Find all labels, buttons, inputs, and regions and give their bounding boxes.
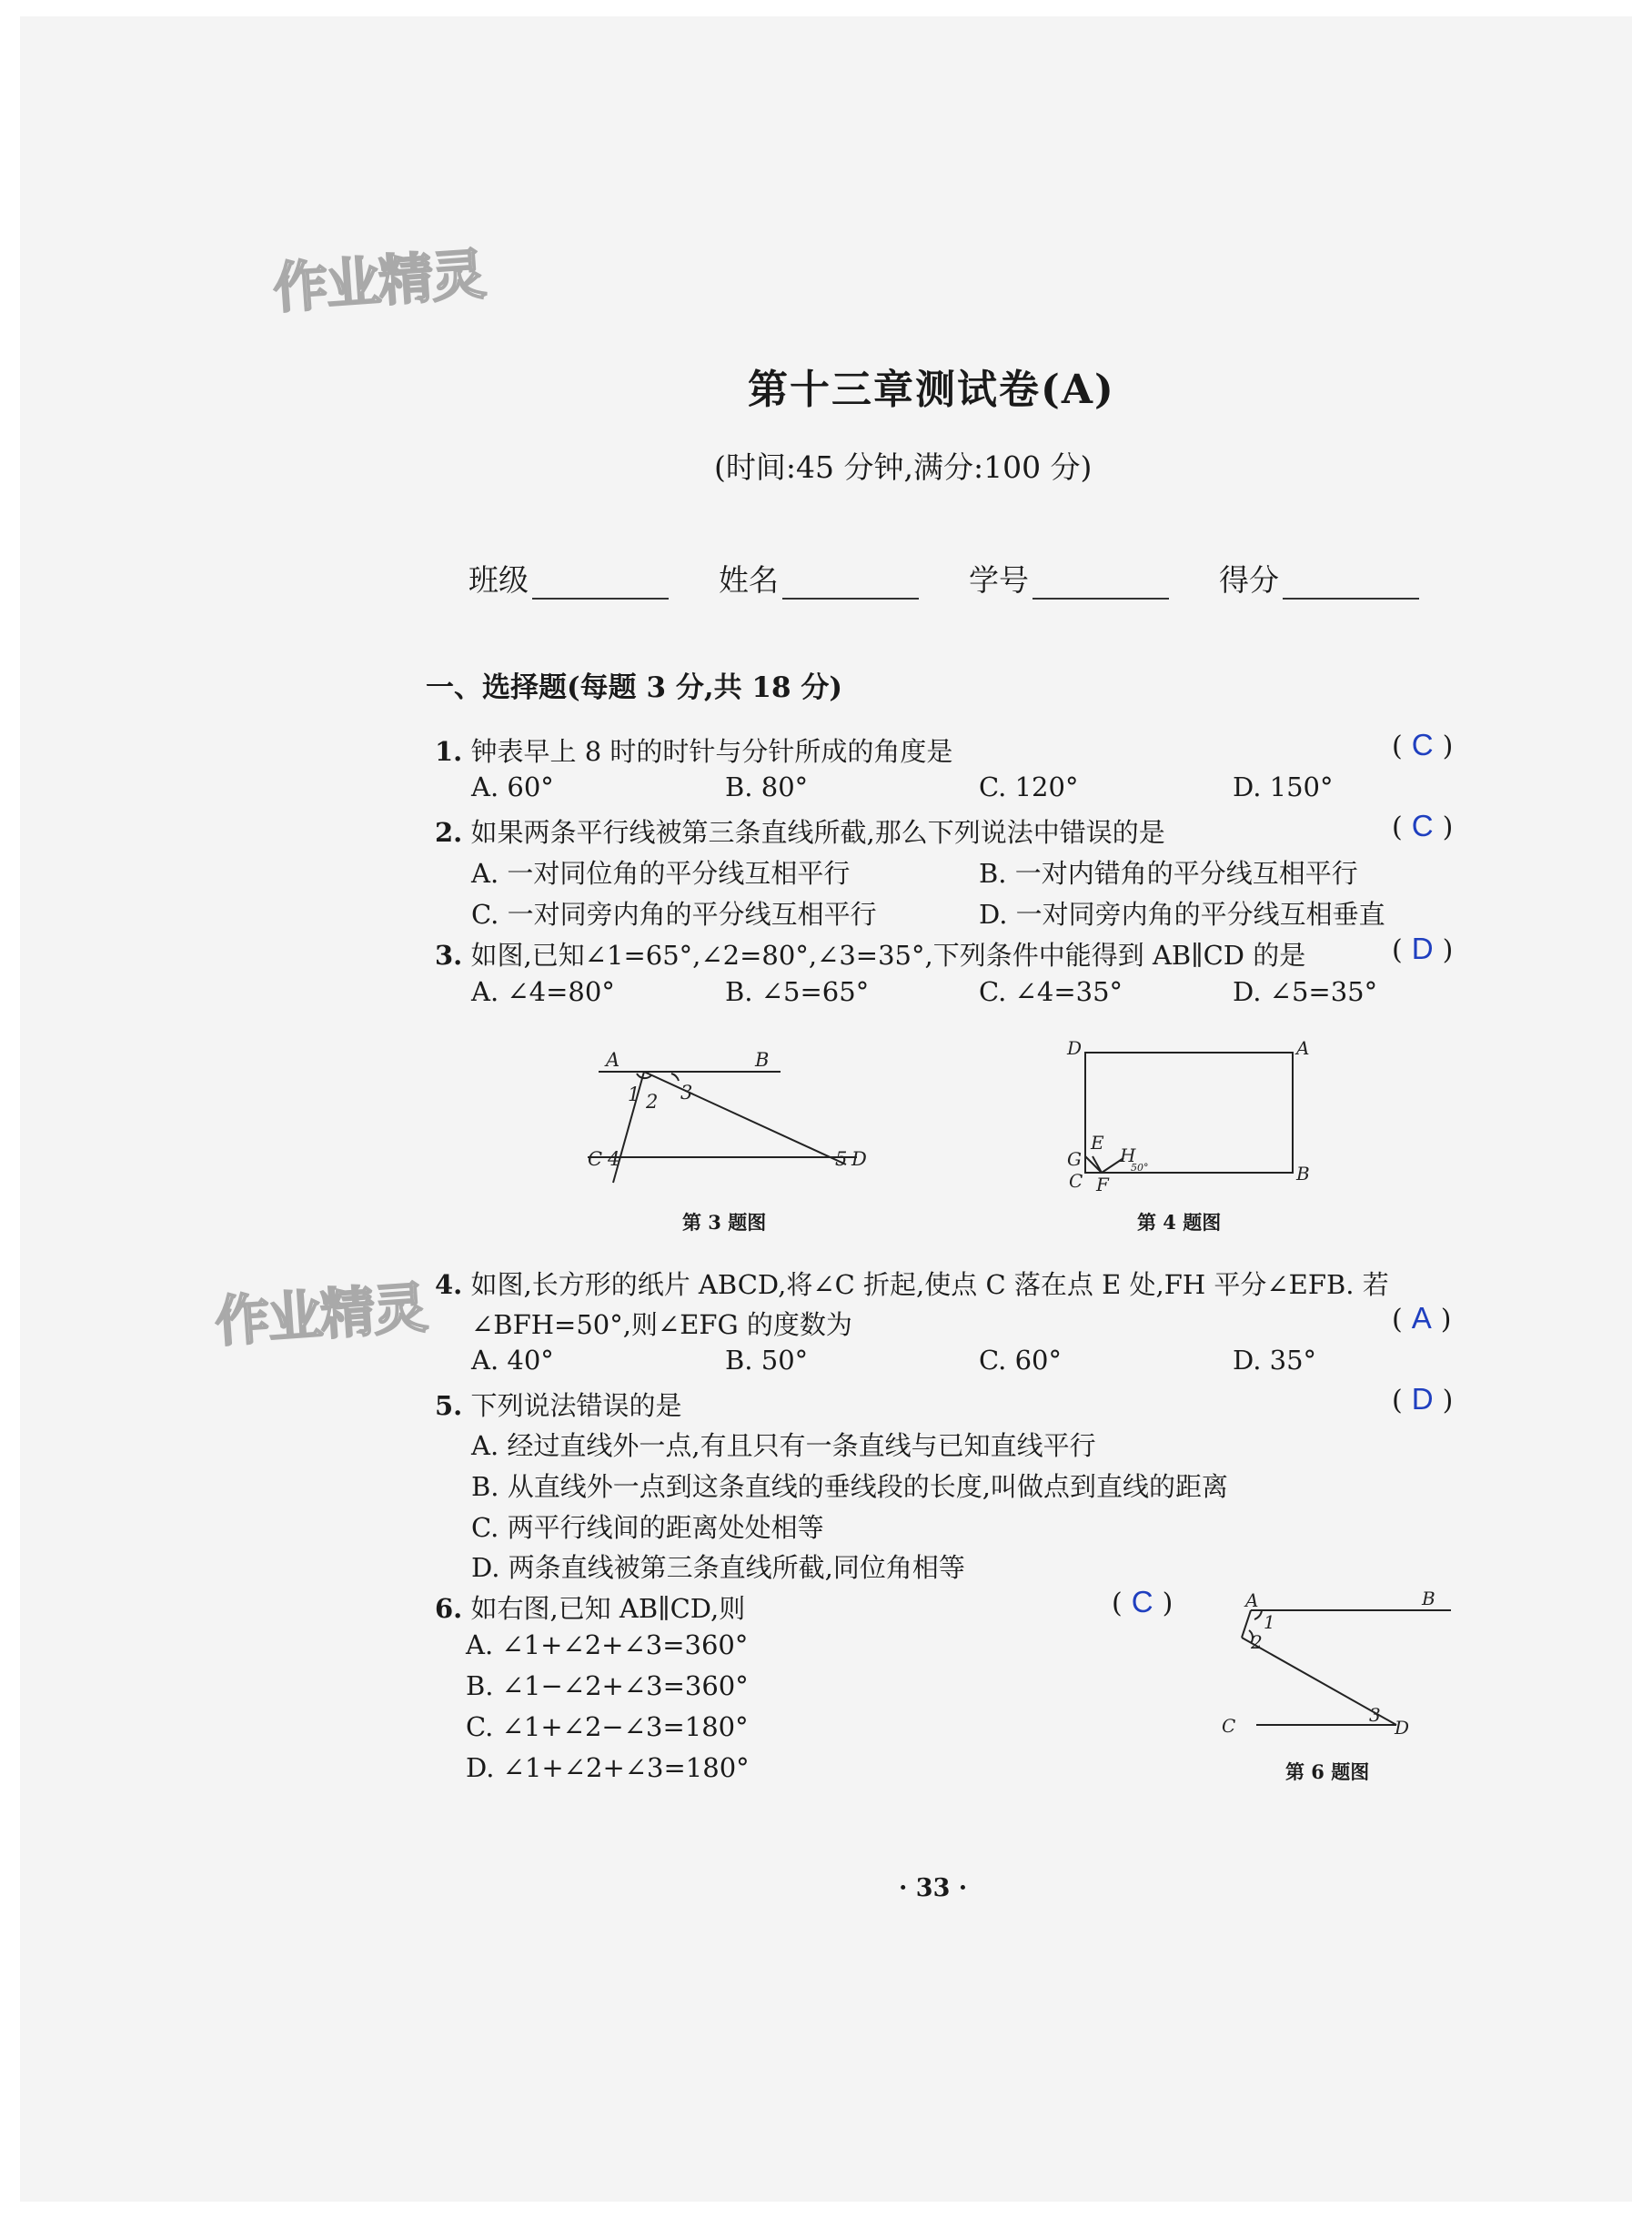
question-4: 4. 如图,长方形的纸片 ABCD,将∠C 折起,使点 C 落在点 E 处,FH 平分∠EFB. 若 [435,1269,1389,1300]
label-c: C [1069,1170,1083,1192]
answer-5: ( D ) [1392,1382,1454,1416]
label-angle-5: 5 [835,1148,848,1170]
option: B. 80° [725,771,809,802]
blank-line[interactable] [532,570,669,600]
question-1: 1. 钟表早上 8 时的时针与分针所成的角度是 [435,736,953,767]
option: B. ∠1−∠2+∠3=360° [466,1670,749,1701]
label-g: G [1067,1148,1082,1170]
transversal-2 [644,1072,846,1164]
label-b: B [755,1049,770,1071]
option: A. 一对同位角的平分线互相平行 [471,858,851,889]
label-angle-2: 2 [646,1091,659,1113]
option: B. ∠5=65° [725,976,870,1007]
option: C. ∠1+∠2−∠3=180° [466,1711,749,1742]
option: B. 从直线外一点到这条直线的垂线段的长度,叫做点到直线的距离 [471,1471,1228,1502]
watermark: 作业精灵 [271,242,487,321]
question-4-line-2: ∠BFH=50°,则∠EFG 的度数为 [471,1309,852,1340]
label-d: D [851,1148,867,1170]
figure-4 [1051,1033,1324,1196]
label-angle-1: 1 [628,1084,640,1105]
answer-4: ( A ) [1392,1301,1452,1336]
segment-a-corner [1242,1610,1251,1638]
label-a: A [606,1049,620,1071]
label-angle-50: 50° [1131,1162,1149,1174]
option: A. 经过直线外一点,有且只有一条直线与已知直线平行 [471,1430,1096,1461]
angle-arc [1254,1610,1262,1619]
option: C. ∠4=35° [979,976,1123,1007]
label-d: D [1395,1717,1410,1739]
label-c: C [1222,1715,1236,1737]
option: A. 40° [471,1345,554,1376]
exam-subtitle: (时间:45 分钟,满分:100 分) [714,449,1093,485]
answer-2: ( C ) [1392,809,1454,843]
question-2: 2. 如果两条平行线被第三条直线所截,那么下列说法中错误的是 [435,817,1165,848]
label-d: D [1067,1037,1083,1059]
label-a: A [1245,1589,1259,1611]
label-h: H [1120,1144,1136,1166]
blank-line[interactable] [1283,570,1419,600]
blank-line[interactable] [1032,570,1169,600]
answer-3: ( D ) [1392,932,1454,966]
label-angle-1: 1 [1264,1611,1275,1633]
info-score: 得分 [1219,557,1419,600]
blank-line[interactable] [782,570,919,600]
question-3: 3. 如图,已知∠1=65°,∠2=80°,∠3=35°,下列条件中能得到 AB∥CD 的是 [435,940,1306,971]
label-angle-3: 3 [680,1082,693,1104]
figure-4-caption: 第 4 题图 [1137,1211,1222,1234]
option: D. 35° [1233,1345,1317,1376]
label-b: B [1422,1588,1435,1609]
label-e: E [1091,1132,1104,1154]
answer-6: ( C ) [1112,1585,1174,1619]
option: A. 60° [471,771,554,802]
label-c: C [588,1148,603,1170]
option: D. 150° [1233,771,1334,802]
label-angle-3: 3 [1369,1704,1381,1726]
option: A. ∠4=80° [471,976,615,1007]
page-number: · 33 · [899,1874,968,1902]
label-f: F [1096,1174,1109,1195]
label-angle-2: 2 [1251,1631,1263,1653]
figure-6 [1214,1583,1487,1747]
option: B. 50° [725,1345,809,1376]
option: C. 120° [979,771,1079,802]
section-heading: 一、选择题(每题 3 分,共 18 分) [426,671,843,704]
page-title: 第十三章测试卷(A) [748,367,1115,413]
figure-6-caption: 第 6 题图 [1285,1760,1370,1783]
option: D. 两条直线被第三条直线所截,同位角相等 [471,1552,965,1583]
option: B. 一对内错角的平分线互相平行 [979,858,1358,889]
label-b: B [1296,1163,1310,1185]
label-a: A [1296,1037,1310,1059]
answer-1: ( C ) [1392,728,1454,762]
option: C. 一对同旁内角的平分线互相平行 [471,899,877,930]
figure-3 [573,1037,873,1237]
question-6: 6. 如右图,已知 AB∥CD,则 [435,1593,746,1624]
question-5: 5. 下列说法错误的是 [435,1390,682,1421]
info-name: 姓名 [719,557,919,600]
watermark: 作业精灵 [213,1275,428,1355]
option: C. 两平行线间的距离处处相等 [471,1512,824,1543]
option: D. ∠5=35° [1233,976,1378,1007]
rectangle-abcd [1085,1053,1293,1173]
option: D. ∠1+∠2+∠3=180° [466,1752,750,1783]
option: A. ∠1+∠2+∠3=360° [466,1629,749,1660]
info-student-id: 学号 [969,557,1169,600]
option: C. 60° [979,1345,1062,1376]
option: D. 一对同旁内角的平分线互相垂直 [979,899,1385,930]
figure-3-caption: 第 3 题图 [682,1211,767,1234]
angle-arc [671,1074,679,1081]
label-angle-4: 4 [608,1148,620,1170]
info-class: 班级 [468,557,669,600]
